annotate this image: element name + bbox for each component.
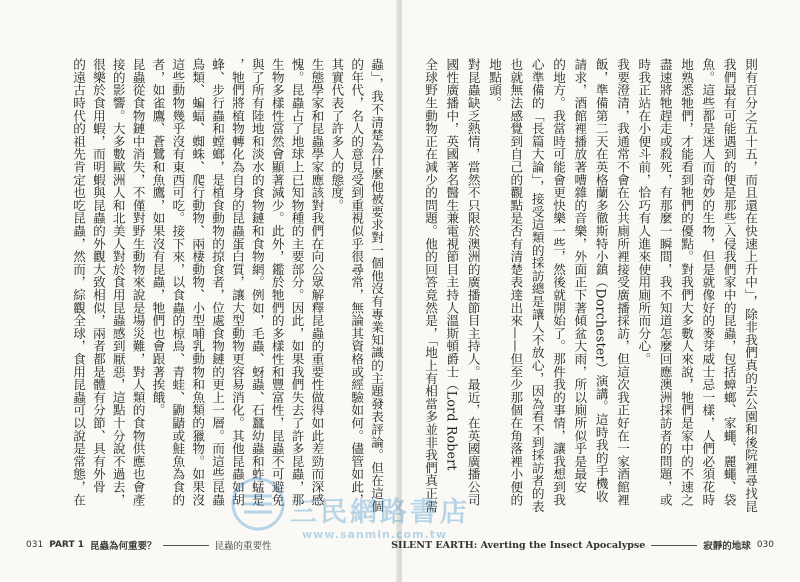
book-title-chinese: 寂靜的地球 <box>703 541 751 552</box>
text-column: 鳥類、蝙蝠、蜘蛛、爬行動物、兩棲動物、小型哺乳動物和魚類的獵物。如果沒 <box>190 58 206 506</box>
text-column: 飯，準備第二天在英格蘭多徹斯特小鎮（Dorchester）演講。這時我的手機收 <box>593 58 609 503</box>
text-column: 的遠古時代的祖先肯定也吃昆蟲，然而，綜觀全球，食用昆蟲可以說是常態，在 <box>71 58 86 506</box>
text-column: 與了所有陸地和淡水的食物鏈和食物網。例如，毛蟲、蚜蟲、石蠶幼蟲和蚱蜢是 <box>249 58 265 506</box>
page-number: 031 <box>26 540 44 550</box>
right-page-text <box>422 58 758 513</box>
text-column: 這些動物幾乎沒有東西可吃。接下來，以食蟲的椋鳥、青蛙、鼩鼱或鮭魚為食的 <box>170 58 186 506</box>
part-label: PART 1 <box>49 540 84 550</box>
text-column: 魚。這些都是迷人而奇妙的生物，但是就像好的麥芽威士忌一樣，人們必須花時 <box>700 58 716 506</box>
text-column: 請求，酒館裡播放著嘈雜的音樂，外面正下著傾盆大雨，所以廁所似乎是最安 <box>572 58 588 494</box>
left-page-text <box>70 58 384 513</box>
part-title: 昆蟲為何重要？ <box>89 541 157 552</box>
page-number: 030 <box>756 540 774 550</box>
book-title-english: SILENT EARTH: Averting the Insect Apocalypse <box>391 539 646 551</box>
text-column: 則有百分之五十五，而且還在快速上升中」，除非我們真的去公園和後院裡尋找昆 <box>743 58 758 513</box>
text-column: 國性廣播中，英國著名醫生兼電視節目主持人溫斯頓爵士（Lord Robert <box>444 58 460 471</box>
text-column: 其實代表了許多人的態度。 <box>329 58 345 212</box>
watermark-url: www.sanmin.com.tw <box>302 528 448 541</box>
footer-rule <box>651 545 697 546</box>
text-column: 對昆蟲缺乏熱情，當然不只限於澳洲的廣播節目主持人。最近，在英國廣播公司 <box>465 58 481 506</box>
text-column: 地熟悉牠們，才能看到牠們的優點。對我們大多數人來說，牠們是家中的不速之 <box>679 58 694 506</box>
text-column: 接的影響。大多數歐洲人和北美人對於食用昆蟲感到厭惡，這點十分說不過去， <box>110 58 126 506</box>
footer-rule <box>163 545 209 546</box>
chapter-title: 昆蟲的重要性 <box>214 541 272 552</box>
text-column: 盡速將牠趕走或殺死，有那麼一瞬間，我不知道怎麼回應澳洲採訪者的問題，或 <box>657 58 673 506</box>
text-column: 昆蟲從食物鏈中消失，不僅對野生動物來說是場災難，對人類的食物供應也會產 <box>130 58 146 506</box>
text-column: 蟲」，我不清楚為什麼他被要求對一個他沒有專業知識的主題發表評論。但在這個 <box>369 58 384 513</box>
text-column: 我們最有可能遇到的便是那些入侵我們家中的昆蟲，包括蟑螂、家蠅、麗蠅、袋 <box>721 58 737 506</box>
text-column: 很樂於食用蝦，而明蝦與昆蟲的外觀大致相似，兩者都是體有分節、具有外骨 <box>90 58 106 494</box>
bookstore-logo-icon <box>230 476 286 532</box>
text-column: 生物多樣性當然會顯著減少。此外，鑑於牠們的多樣性和豐富性，昆蟲不可避免 <box>269 58 285 506</box>
text-column: 生態學家和昆蟲學家應該對我們在向公眾解釋昆蟲的重要性做得如此差勁而深感 <box>309 58 325 506</box>
text-column: 也就無法感覺到自己的觀點是否有清楚表達出來——但至少那個在角落裡小便的 <box>508 58 524 506</box>
text-column: ，牠們將植物轉化為自身的昆蟲蛋白質，讓大型動物更容易消化。其他昆蟲如胡 <box>229 58 245 506</box>
sanmin-watermark <box>230 476 560 560</box>
text-column: 的地方。我當時可能會更快樂一些，然後就開始了。那件我的事情，讓我想到我 <box>551 58 566 506</box>
text-column: 愧。昆蟲占了地球上已知物種的主要部分。因此，如果我們失去了許多昆蟲，那 <box>289 58 305 506</box>
text-column: 者，如雀鷹、蒼鷺和魚鷹，如果沒有昆蟲，牠們也會跟著挨餓。 <box>150 58 166 417</box>
text-column: 的年代，名人的意見受到重視似乎很尋常，無論其資格或經驗如何。儘管如此， <box>349 58 365 506</box>
text-column: 蜂、步行蟲和螳螂，是植食動物的掠食者，位處食物鏈的更上一層。而這些昆蟲 <box>210 58 226 506</box>
watermark-name: 三民網路書店 <box>290 497 470 528</box>
text-column: 時我正站在小便斗前，恰巧有人進來使用廁所而分心。 <box>636 58 652 366</box>
text-column: 我要澄清，我通常不會在公共廁所裡接受廣播採訪，但這次我正好在一家酒館裡 <box>615 58 630 506</box>
text-column: 地點頭。 <box>487 58 502 110</box>
text-column: 心準備的「長篇大論」，接受這類的採訪總是讓人不放心，因為看不到採訪者的表 <box>529 58 545 513</box>
text-column: 全球野生動物正在減少的問題。他的回答竟然是，「地上有相當多並非我們真正需 <box>423 58 438 513</box>
